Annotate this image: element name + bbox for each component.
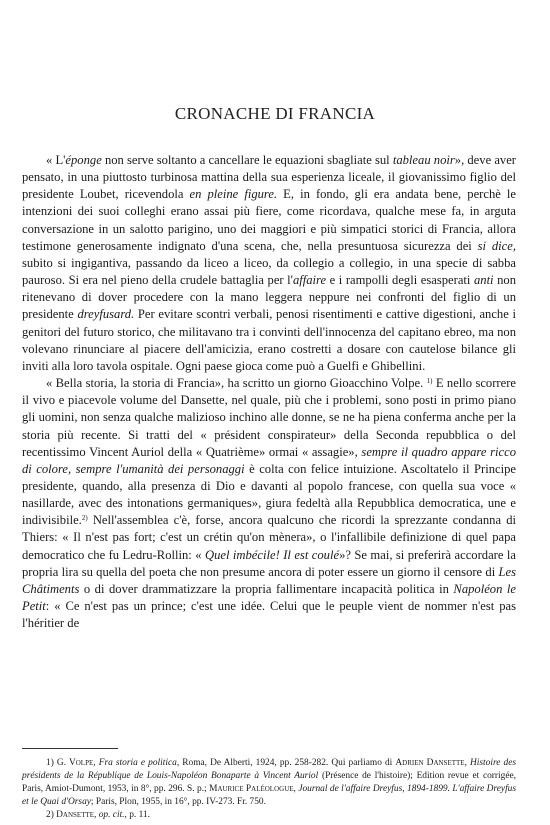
italic-text: affaire bbox=[292, 273, 327, 288]
italic-text: tableau noir bbox=[392, 153, 455, 167]
italic-text: Les Châtiments bbox=[22, 564, 516, 596]
footnote-number: 2) bbox=[46, 810, 57, 821]
italic-text: op. cit. bbox=[98, 810, 125, 821]
italic-text: Journal de l'affaire Dreyfus, 1894-1899. L'affaire Dreyfus et le Quai d'Orsay bbox=[22, 784, 517, 808]
italic-text: éponge bbox=[65, 153, 102, 167]
text: E, in fondo, gli era andata bene, perchè le intenzioni dei suoi colleghi erano assai più fiere, come ricordava, qualche mese fa, in arguta conversazione in un salotto parigino, uno dei maggiori e più simpatici storici di Francia, allora testimone generosamente indignato d'una scena, che, nella presuntuosa sicurezza dei bbox=[22, 187, 516, 253]
italic-text: sempre il quadro appare ricco di colore, sempre l'umanità dei personaggi bbox=[22, 444, 516, 476]
italic-text: Histoire des présidents de la République de Louis-Napoléon Bonaparte à Vincent Auriol bbox=[22, 758, 517, 782]
footnote-divider bbox=[22, 748, 118, 749]
text: « Bella storia, la storia di Francia», ha scritto un giorno Gioacchino Volpe. bbox=[46, 376, 424, 391]
footnote-1 bbox=[22, 757, 516, 809]
text: , p. 11. bbox=[124, 810, 150, 821]
text: subito si ingigantiva, passando da liceo a liceo, da collegio a collegio, in una specie di sabba pauroso. Si era nel pieno della crudele battaglia per l' bbox=[22, 255, 516, 288]
italic-text: anti bbox=[473, 273, 494, 288]
text: « L' bbox=[46, 153, 66, 167]
text: non serve soltanto a cancellare le equazioni sbagliate sul bbox=[101, 153, 393, 167]
italic-text: Quel imbécile! Il est coulé bbox=[204, 547, 340, 562]
text: (Présence de l'histoire); Edition revue et corrigée, Paris, Amiot-Dumont, 1953, in 8°, pp. 296. S. p.; bbox=[22, 771, 516, 795]
footnotes bbox=[22, 757, 516, 822]
text: : « Ce n'est pas un prince; c'est une idée. Celui que le peuple vient de nommer n'est pas l'héritier de bbox=[22, 599, 516, 631]
text: E nello scorrere il vivo e piacevole volume del Dansette, nel quale, più che i problemi, sono posti in primo piano gli uomini, non senza qualche malizioso inchino alle donne, se ne ha piena conferma anche per la storia più recente. Si tratti del « président conspirateur» della Seconda repubblica o del recentissimo Vincent Auriol della « Quatrième» ormai « assagie», bbox=[22, 376, 516, 459]
text: »? Se mai, si preferirà accordare la propria lira su quella del poeta che non presume ancora di poter essere un giorno il censore di bbox=[22, 547, 517, 579]
footnote-2 bbox=[22, 809, 516, 822]
text: , bbox=[293, 784, 299, 795]
italic-text: dreyfusard. bbox=[77, 307, 135, 322]
paragraph-1 bbox=[22, 152, 516, 375]
text: o di dover drammatizzare la propria fallimentare incapacità politica in bbox=[79, 581, 454, 596]
text: Per evitare scontri verbali, penosi risentimenti e cattive digestioni, anche i genitori del futuro storico, che militavano tra i convinti dell'innocenza del capitano ebreo, ma non volevano rinunciare al piacere dell'amicizia, erano costretti a dosare con cautelose bilance gli inviti alla loro tavola ospitale. Ogni paese gioca come può a Guelfi e Ghibellini. bbox=[22, 307, 516, 373]
text: Nell'assemblea c'è, forse, ancora qualcuno che ricordi la sprezzante condanna di Thiers: « Il n'est pas fort; c'est un crétin qu'on mènera», o l'infallibile definizione di quel papa democratico che fu Ledru-Rollin: « bbox=[22, 513, 516, 562]
italic-text: en pleine figure. bbox=[189, 187, 278, 202]
text: e i rampolli degli esasperati bbox=[326, 273, 474, 288]
italic-text: si dice, bbox=[477, 238, 516, 253]
text: », deve aver pensato, in una piuttosto turbinosa mattina della sua esperienza liceale, il giovanissimo figlio del presidente Loubet, ricevendola bbox=[22, 153, 516, 202]
italic-text: Fra storia e politica bbox=[98, 758, 177, 768]
author-name: G. Volpe bbox=[56, 758, 94, 768]
text: ; Paris, Plon, 1955, in 16°, pp. IV-273. Fr. 750. bbox=[90, 797, 266, 808]
footnote-number: 1) bbox=[46, 758, 57, 768]
text: , bbox=[93, 758, 99, 768]
text: , Roma, De Alberti, 1924, pp. 258-282. Qui parliamo di bbox=[176, 758, 396, 768]
text: , bbox=[94, 810, 99, 821]
author-name: Adrien Dansette bbox=[395, 758, 465, 768]
author-name: Maurice Paléologue bbox=[209, 784, 294, 795]
article-body bbox=[22, 152, 516, 632]
chapter-title: CRONACHE DI FRANCIA bbox=[174, 104, 376, 123]
author-name: Dansette bbox=[56, 810, 95, 821]
footnote-ref: 2) bbox=[81, 514, 88, 523]
footnote-ref: 1) bbox=[426, 377, 433, 386]
paragraph-2 bbox=[22, 375, 516, 632]
text: , bbox=[464, 758, 471, 768]
italic-text: Napoléon le Petit bbox=[22, 581, 516, 614]
text: non ritenevano di dover procedere con la mano leggera neppure nei confronti del figlio di un presidente bbox=[22, 273, 517, 322]
text: è colta con felice intuizione. Ascoltatelo il Principe presidente, quando, alla presenza di Dio e davanti al popolo francese, con quella sua voce « nasillarde, avec des intonations germaniques», giura fedeltà alla Repubblica democratica, une e indivisibile. bbox=[22, 461, 516, 528]
